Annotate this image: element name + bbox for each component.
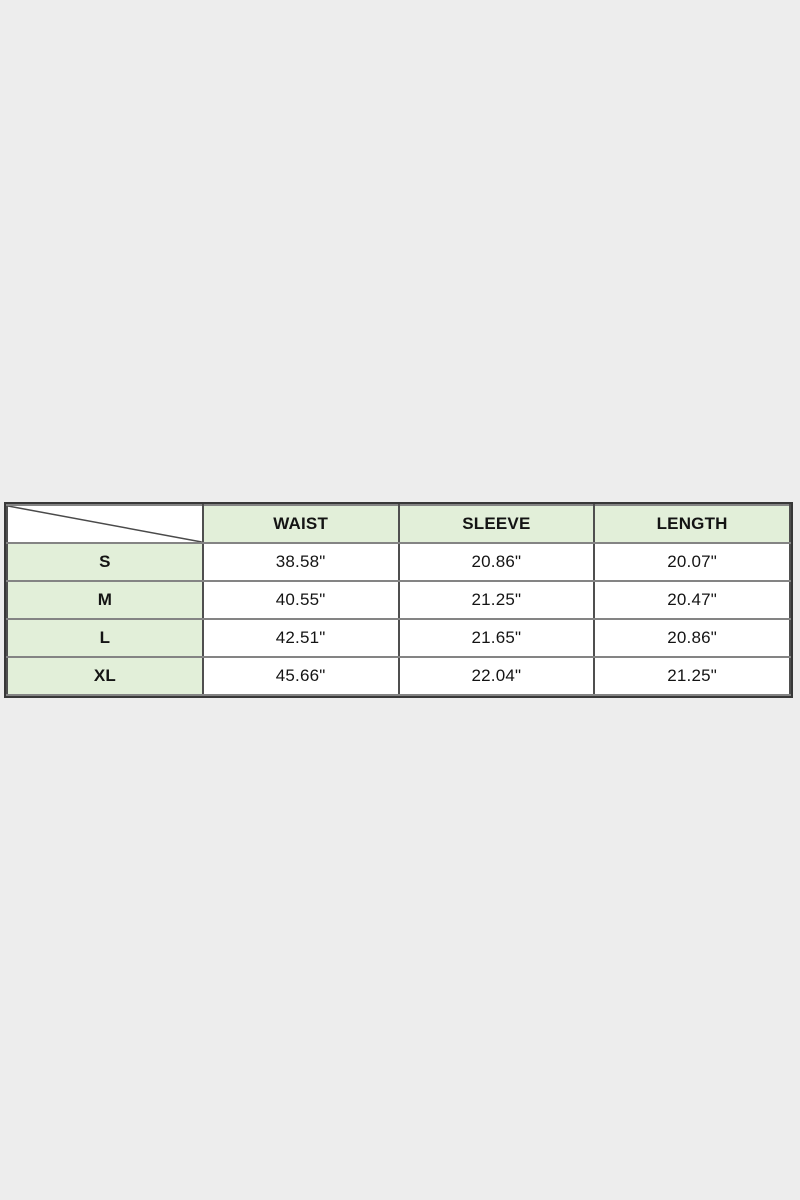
cell-s-sleeve: 20.86" bbox=[399, 543, 595, 581]
size-label-m: M bbox=[7, 581, 203, 619]
table-row-l bbox=[7, 619, 790, 657]
size-chart-table bbox=[6, 504, 791, 696]
cell-m-waist: 40.55" bbox=[203, 581, 399, 619]
diagonal-divider-line bbox=[8, 506, 202, 542]
size-label-l: L bbox=[7, 619, 203, 657]
cell-xl-sleeve: 22.04" bbox=[399, 657, 595, 695]
header-cell-sleeve: SLEEVE bbox=[399, 505, 595, 543]
header-cell-waist: WAIST bbox=[203, 505, 399, 543]
cell-xl-length: 21.25" bbox=[594, 657, 790, 695]
cell-l-waist: 42.51" bbox=[203, 619, 399, 657]
size-chart bbox=[4, 502, 793, 698]
table-row-m bbox=[7, 581, 790, 619]
cell-m-sleeve: 21.25" bbox=[399, 581, 595, 619]
cell-s-length: 20.07" bbox=[594, 543, 790, 581]
table-row-xl bbox=[7, 657, 790, 695]
cell-l-length: 20.86" bbox=[594, 619, 790, 657]
cell-xl-waist: 45.66" bbox=[203, 657, 399, 695]
cell-m-length: 20.47" bbox=[594, 581, 790, 619]
header-row bbox=[7, 505, 790, 543]
header-cell-length: LENGTH bbox=[594, 505, 790, 543]
cell-s-waist: 38.58" bbox=[203, 543, 399, 581]
table-row-s bbox=[7, 543, 790, 581]
corner-cell bbox=[7, 505, 203, 543]
size-label-s: S bbox=[7, 543, 203, 581]
size-label-xl: XL bbox=[7, 657, 203, 695]
cell-l-sleeve: 21.65" bbox=[399, 619, 595, 657]
